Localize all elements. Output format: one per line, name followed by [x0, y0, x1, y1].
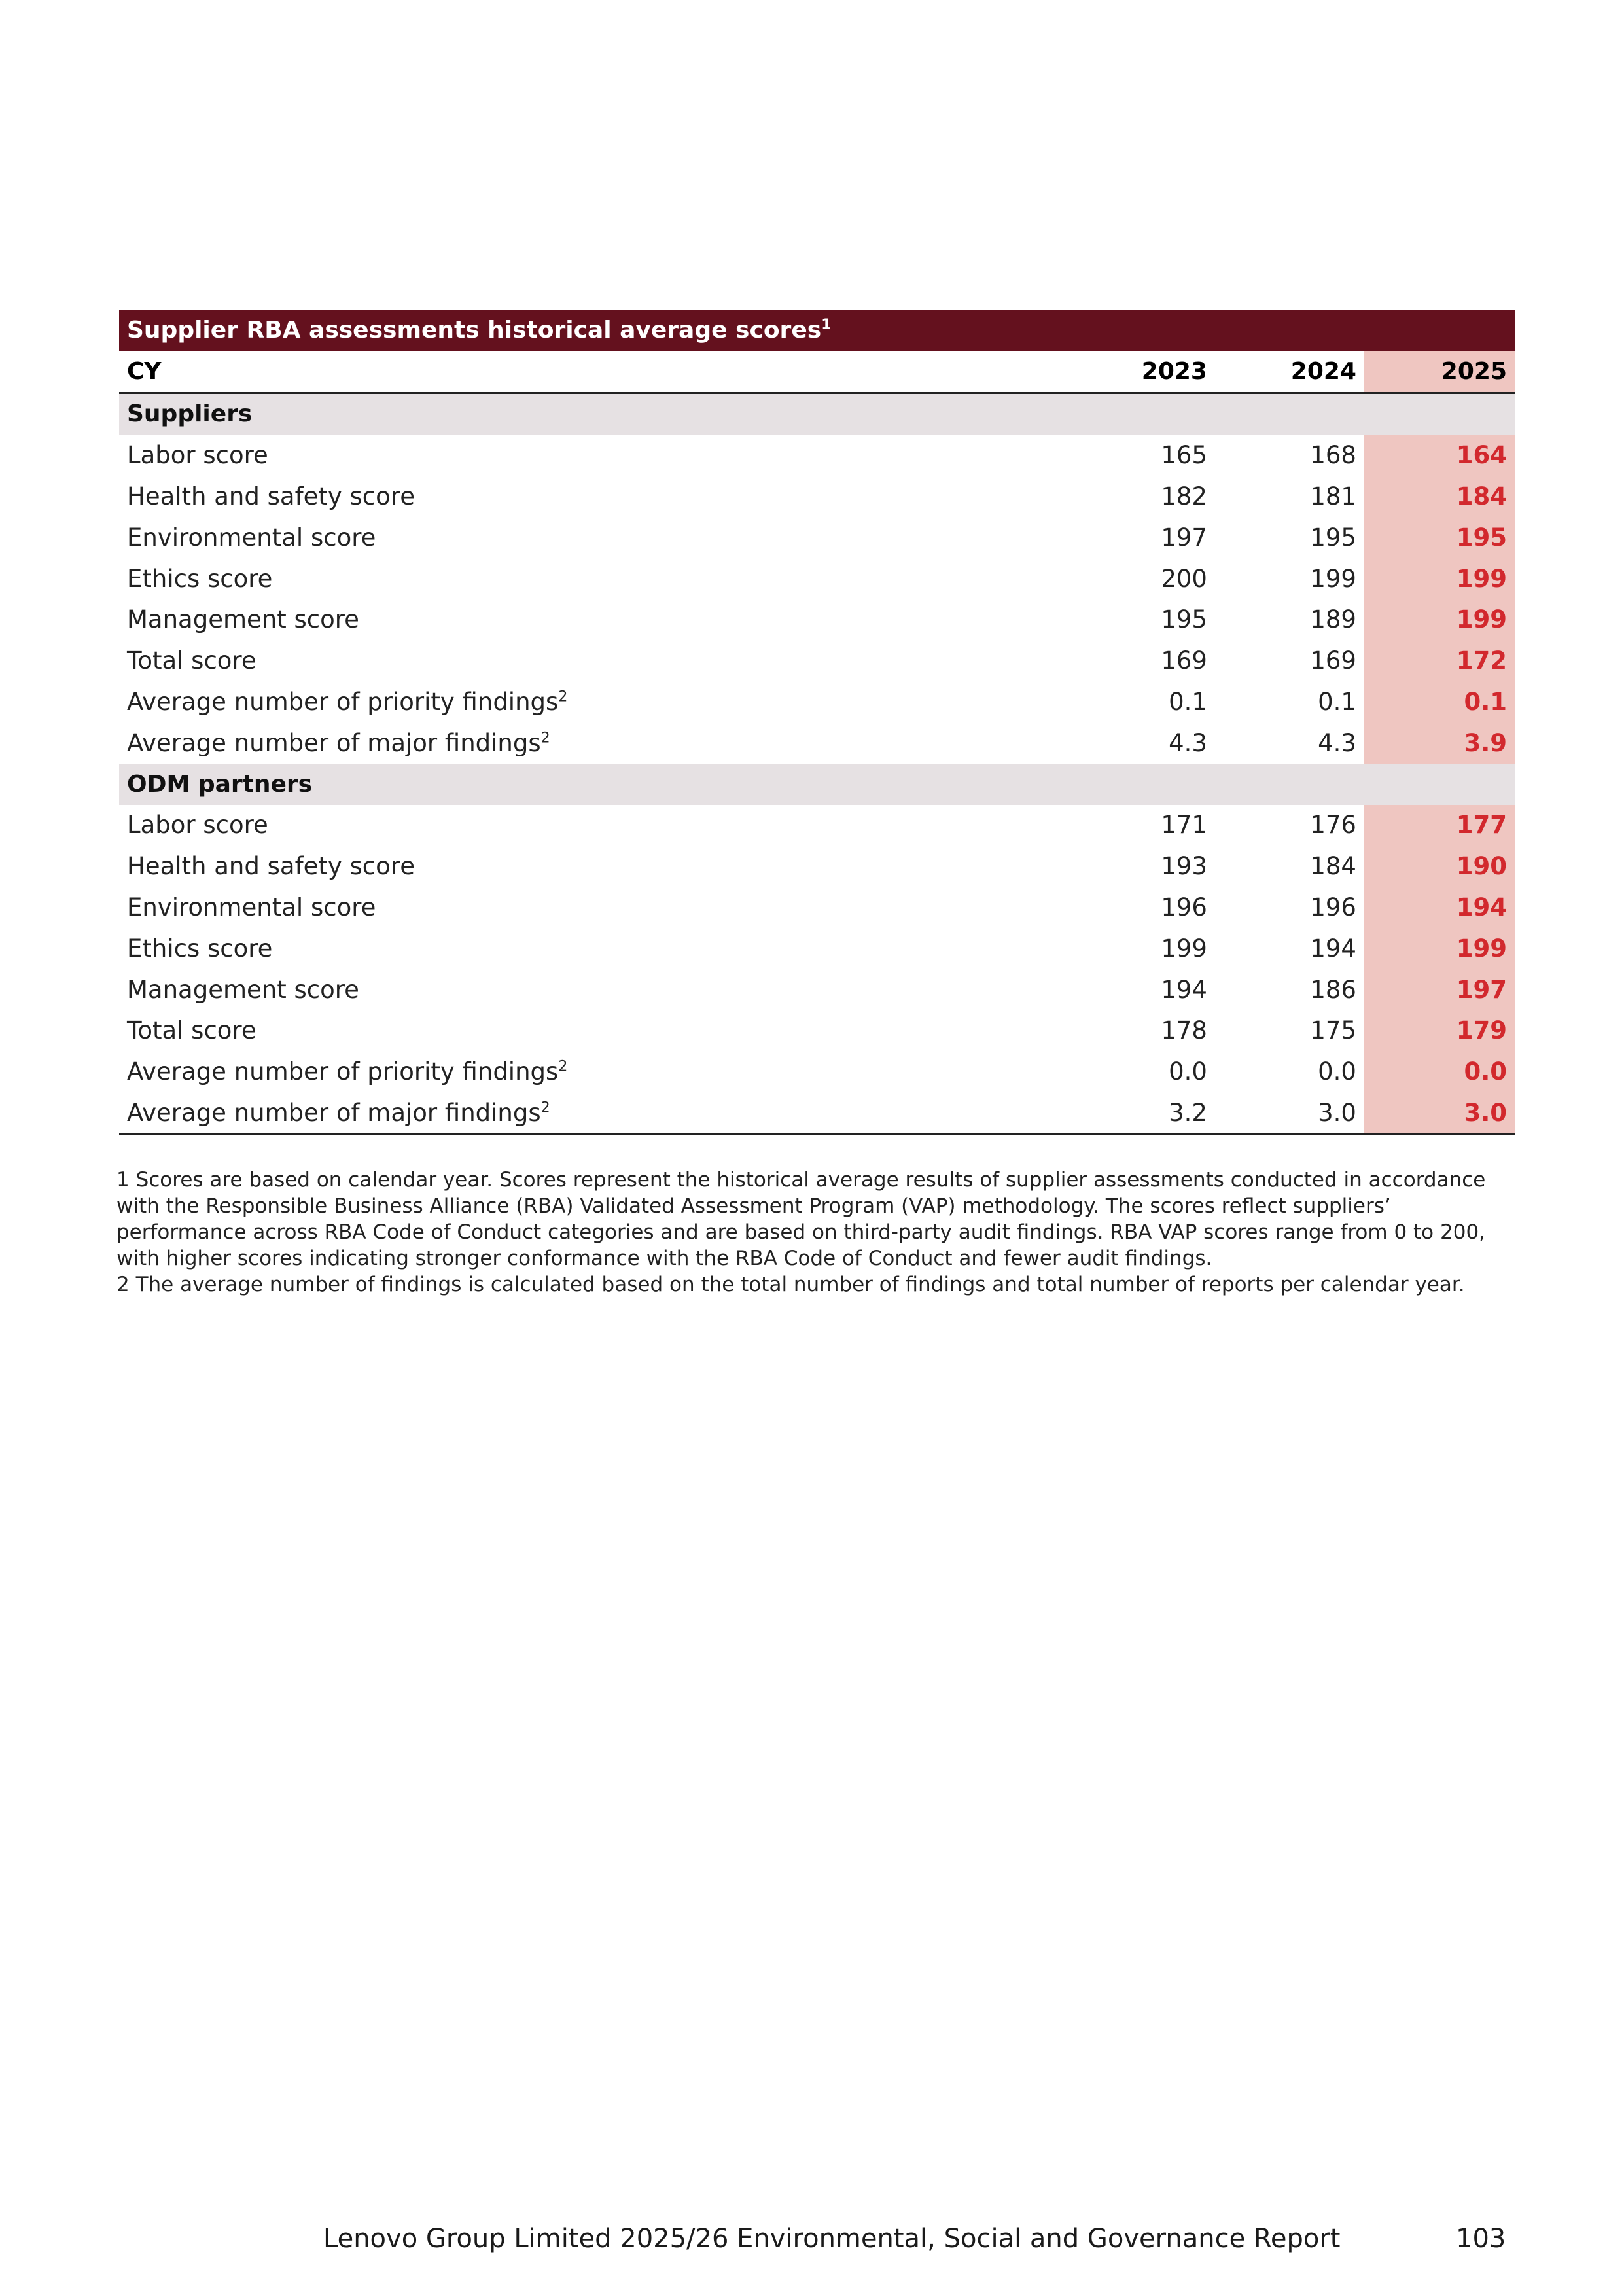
row-label: [119, 1092, 1064, 1134]
table-row: [119, 1010, 1515, 1052]
table-row: [119, 969, 1515, 1010]
footnotes: [116, 1167, 1517, 1298]
row-label: [119, 681, 1064, 722]
row-footnote-mark: 2: [540, 1099, 550, 1116]
row-label: [119, 476, 1064, 517]
table-title-row: [119, 310, 1515, 351]
row-label-text: Ethics score: [127, 934, 273, 963]
table-row: [119, 1051, 1515, 1092]
row-label-text: Average number of major findings: [127, 1099, 541, 1128]
value-2024: 189: [1310, 605, 1356, 634]
value-2023: 199: [1161, 934, 1207, 963]
section-spacer: [1364, 764, 1515, 805]
value-2025: 3.9: [1364, 722, 1515, 764]
section-title: Suppliers: [119, 393, 1064, 435]
value-2023: 165: [1161, 441, 1207, 470]
value-2025: 194: [1364, 887, 1515, 928]
value-2024: 199: [1310, 564, 1356, 593]
value-2023: 196: [1161, 893, 1207, 922]
header-year-2024: 2024: [1215, 351, 1364, 393]
table-row: [119, 887, 1515, 928]
value-2023: 182: [1161, 482, 1207, 511]
row-label: [119, 805, 1064, 846]
value-2023: 0.1: [1169, 688, 1207, 717]
row-label: [119, 928, 1064, 969]
rba-scores-table: [119, 310, 1515, 1135]
row-label-text: Average number of priority findings: [127, 1058, 559, 1086]
table-row: [119, 476, 1515, 517]
section-spacer: [1215, 393, 1364, 435]
value-2023: 169: [1161, 647, 1207, 675]
value-2023: 0.0: [1169, 1058, 1207, 1086]
table-row: [119, 681, 1515, 722]
table-title-footnote-mark: 1: [821, 316, 832, 333]
row-label-text: Average number of major findings: [127, 728, 541, 757]
footnote-1: 1 Scores are based on calendar year. Scores represent the historical average results of supplier assessments conducted in accordance with the Responsible Business Alliance (RBA) Validated Assessment Program (VAP) methodology. The scores reflect suppliers’ performance across RBA Code of Conduct categories and are based on third-party audit findings. RBA VAP scores range from 0 to 200, with higher scores indicating stronger conformance with the RBA Code of Conduct and fewer audit findings.: [116, 1168, 1486, 1270]
value-2024: 175: [1310, 1016, 1356, 1045]
value-2024: 0.0: [1318, 1058, 1356, 1086]
table-title-text: Supplier RBA assessments historical average scores: [127, 316, 822, 344]
value-2024: 0.1: [1318, 688, 1356, 717]
row-label: [119, 558, 1064, 599]
value-2025: 179: [1364, 1010, 1515, 1052]
value-2025: 199: [1364, 928, 1515, 969]
value-2023: 195: [1161, 605, 1207, 634]
value-2024: 195: [1310, 523, 1356, 552]
row-label-text: Total score: [127, 1016, 256, 1045]
value-2023: 171: [1161, 811, 1207, 840]
row-label-text: Management score: [127, 605, 359, 634]
header-cy: CY: [119, 351, 1064, 393]
table-row: [119, 640, 1515, 681]
row-label-text: Environmental score: [127, 893, 376, 922]
section-title: ODM partners: [119, 764, 1064, 805]
value-2024: 184: [1310, 852, 1356, 881]
value-2024: 168: [1310, 441, 1356, 470]
value-2023: 197: [1161, 523, 1207, 552]
row-label: [119, 435, 1064, 476]
row-label: [119, 969, 1064, 1010]
page-number: 103: [1456, 2224, 1506, 2254]
value-2025: 172: [1364, 640, 1515, 681]
section-row: [119, 764, 1515, 805]
table-body: [119, 310, 1515, 1134]
value-2023: 178: [1161, 1016, 1207, 1045]
value-2025: 0.0: [1364, 1051, 1515, 1092]
value-2025: 177: [1364, 805, 1515, 846]
section-spacer: [1064, 393, 1215, 435]
value-2024: 196: [1310, 893, 1356, 922]
row-label: [119, 887, 1064, 928]
section-spacer: [1064, 764, 1215, 805]
scores-table-container: [119, 310, 1515, 1135]
row-label: [119, 722, 1064, 764]
value-2024: 3.0: [1215, 1092, 1364, 1134]
row-label-text: Ethics score: [127, 564, 273, 593]
row-label-text: Health and safety score: [127, 852, 415, 881]
value-2023: 4.3: [1169, 728, 1207, 757]
table-row: [119, 845, 1515, 887]
table-header-row: [119, 351, 1515, 393]
row-footnote-mark: 2: [558, 688, 568, 705]
table-row: [119, 517, 1515, 558]
value-2025: 195: [1364, 517, 1515, 558]
row-label: [119, 845, 1064, 887]
row-label-text: Labor score: [127, 441, 268, 470]
report-title: Lenovo Group Limited 2025/26 Environmental, Social and Governance Report: [323, 2224, 1341, 2254]
table-title: [119, 310, 1515, 351]
value-2024: 176: [1310, 811, 1356, 840]
table-row: [119, 1092, 1515, 1134]
table-row: [119, 722, 1515, 764]
row-label: [119, 640, 1064, 681]
value-2024: 194: [1310, 934, 1356, 963]
table-row: [119, 928, 1515, 969]
value-2025: 190: [1364, 845, 1515, 887]
row-label: [119, 517, 1064, 558]
section-spacer: [1215, 764, 1364, 805]
row-footnote-mark: 2: [540, 730, 550, 747]
table-row: [119, 558, 1515, 599]
value-2025: 3.0: [1364, 1092, 1515, 1134]
table-row: [119, 805, 1515, 846]
header-year-2025: 2025: [1364, 351, 1515, 393]
value-2025: 199: [1364, 558, 1515, 599]
value-2024: 186: [1310, 975, 1356, 1004]
footnote-2: 2 The average number of findings is calculated based on the total number of findings and total number of reports per calendar year.: [116, 1273, 1465, 1296]
value-2025: 197: [1364, 969, 1515, 1010]
value-2023: 200: [1161, 564, 1207, 593]
section-spacer: [1364, 393, 1515, 435]
row-label-text: Labor score: [127, 811, 268, 840]
value-2023: 193: [1161, 852, 1207, 881]
table-row: [119, 435, 1515, 476]
row-label: [119, 599, 1064, 641]
row-label-text: Total score: [127, 647, 256, 675]
value-2024: 181: [1310, 482, 1356, 511]
value-2025: 164: [1364, 435, 1515, 476]
row-label: [119, 1051, 1064, 1092]
row-label: [119, 1010, 1064, 1052]
row-label-text: Environmental score: [127, 523, 376, 552]
row-footnote-mark: 2: [558, 1058, 568, 1075]
row-label-text: Average number of priority findings: [127, 688, 559, 717]
value-2024: 4.3: [1318, 728, 1356, 757]
value-2023: 3.2: [1064, 1092, 1215, 1134]
row-label-text: Health and safety score: [127, 482, 415, 511]
table-row: [119, 599, 1515, 641]
value-2023: 194: [1161, 975, 1207, 1004]
section-row: [119, 393, 1515, 435]
value-2025: 199: [1364, 599, 1515, 641]
value-2025: 184: [1364, 476, 1515, 517]
value-2024: 169: [1310, 647, 1356, 675]
header-year-2023: 2023: [1064, 351, 1215, 393]
value-2025: 0.1: [1364, 681, 1515, 722]
row-label-text: Management score: [127, 975, 359, 1004]
